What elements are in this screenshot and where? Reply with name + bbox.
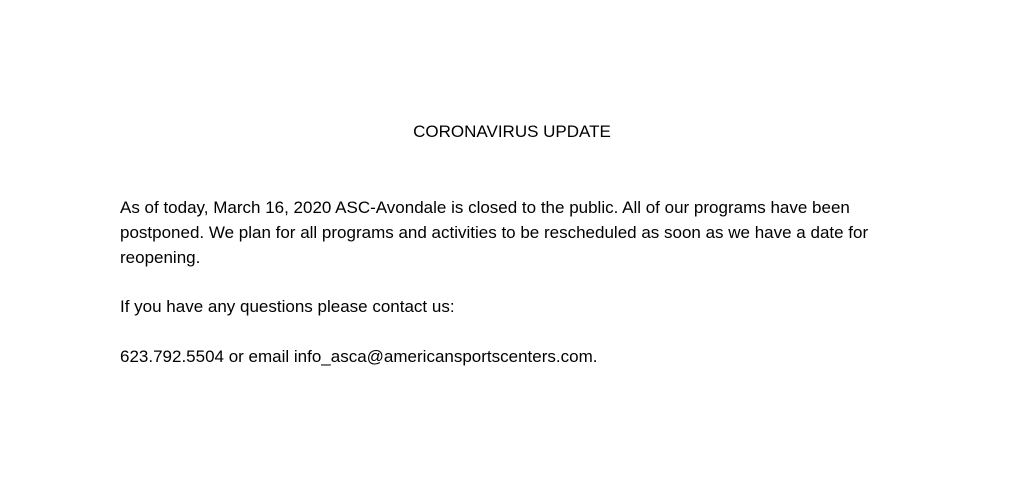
contact-paragraph: 623.792.5504 or email info_asca@americansportscenters.com. <box>120 347 598 366</box>
closure-paragraph: As of today, March 16, 2020 ASC-Avondale is closed to the public. All of our programs have been postponed. We plan for all programs and activities to be rescheduled as soon as we have a date for reopening. <box>120 198 869 267</box>
notice-title: CORONAVIRUS UPDATE <box>413 122 611 141</box>
questions-paragraph: If you have any questions please contact us: <box>120 297 455 316</box>
